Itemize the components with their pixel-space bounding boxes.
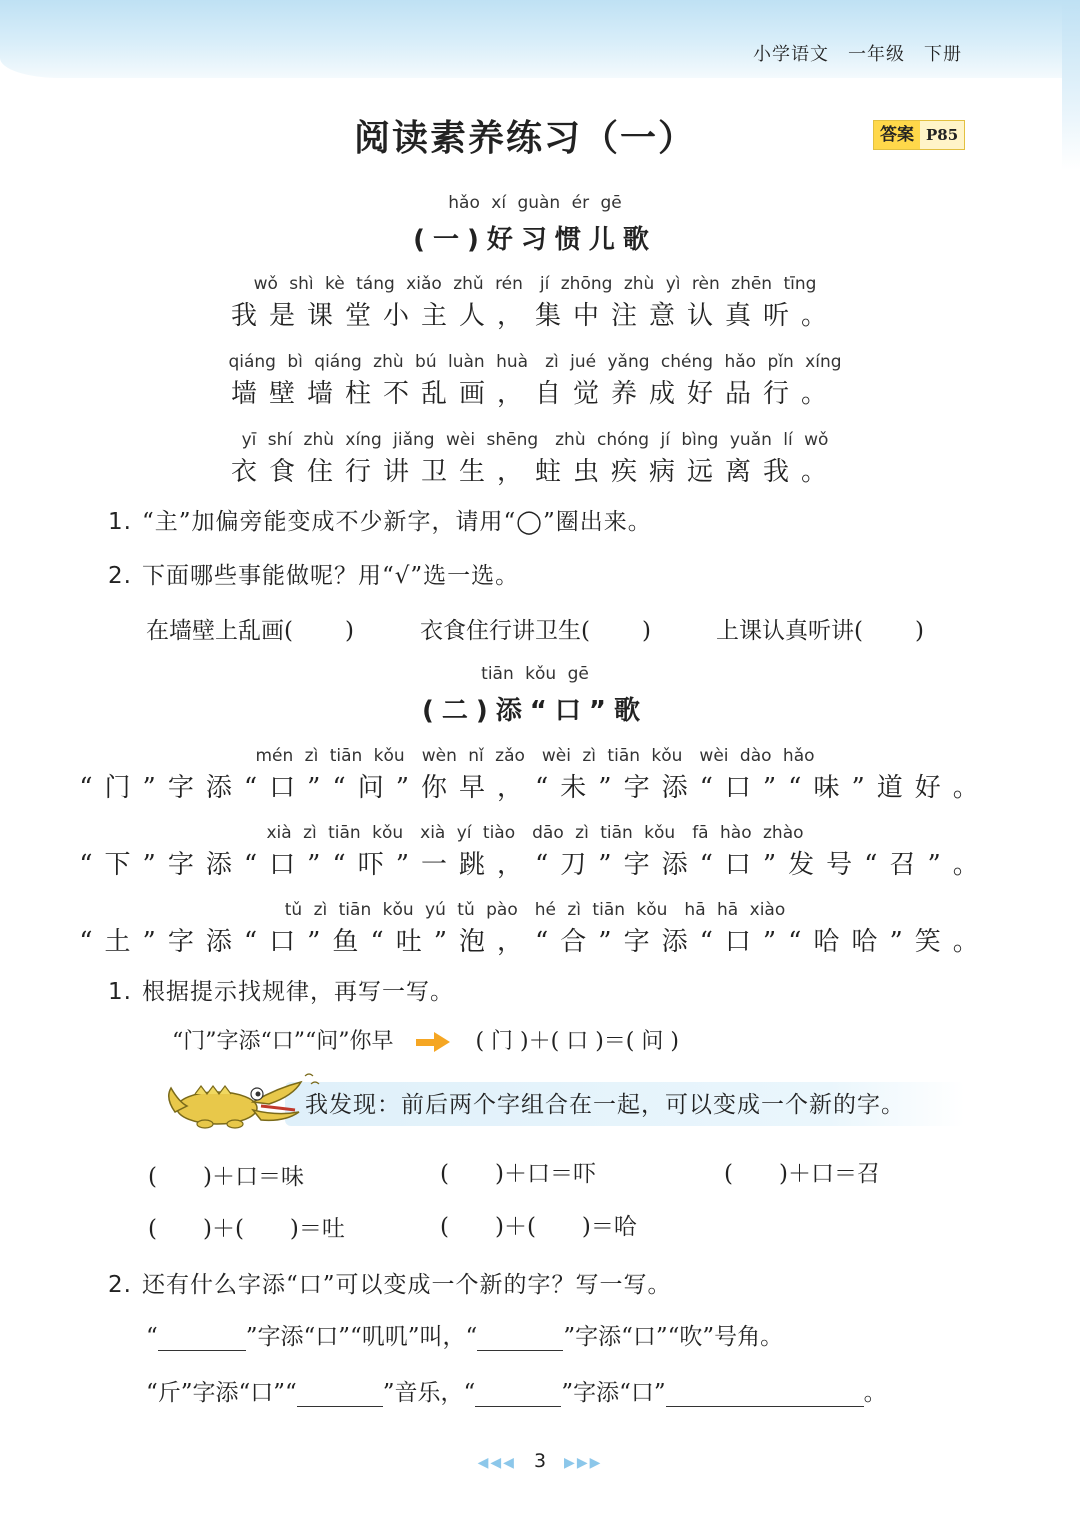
text-part: ”字添“口” xyxy=(561,1380,666,1406)
question-3 xyxy=(108,973,454,1006)
discovery-text: 我发现：前后两个字组合在一起，可以变成一个新的字。 xyxy=(305,1092,905,1118)
poem-line xyxy=(0,895,1070,958)
header-band xyxy=(0,0,1080,78)
question-number: 1. xyxy=(108,509,132,535)
side-band xyxy=(1062,0,1080,170)
question-text: 根据提示找规律，再写一写。 xyxy=(141,979,454,1005)
question-4 xyxy=(108,1266,671,1299)
answer-label: 答案 xyxy=(874,121,920,149)
line-pinyin: yī shí zhù xíng jiǎng wèi shēng zhù chóng jí bìng yuǎn lí wǒ xyxy=(241,430,829,450)
line-pinyin: wǒ shì kè táng xiǎo zhǔ rén jí zhōng zhù yì rèn zhēn tīng xyxy=(253,274,817,294)
question-text: 还有什么字添“口”可以变成一个新的字？写一写。 xyxy=(141,1272,672,1298)
option-text: 衣食住行讲卫生( xyxy=(420,618,590,644)
fill-blank[interactable]: ( )＋口＝召 xyxy=(724,1161,880,1187)
section1-title xyxy=(0,193,1070,256)
line-text: 衣食住行讲卫生，蛀虫疾病远离我。 xyxy=(230,457,839,487)
answer-tag[interactable] xyxy=(873,120,965,150)
poem-line xyxy=(0,818,1070,881)
discovery-banner xyxy=(165,1068,965,1130)
write-line-b xyxy=(146,1374,887,1407)
answer-page: P85 xyxy=(920,121,964,149)
rule-prefix: “门”字添“口”“问”你早 xyxy=(172,1029,394,1054)
paren-close: ) xyxy=(641,618,651,644)
title-text: (二)添“口”歌 xyxy=(422,696,648,726)
option-text: 在墙壁上乱画( xyxy=(146,618,293,644)
line-text: “土”字添“口”鱼“吐”泡，“合”字添“口”“哈哈”笑。 xyxy=(79,927,991,957)
page-title: 阅读素养练习（一） xyxy=(353,118,696,159)
poem-line xyxy=(0,269,1070,332)
paren-close: ) xyxy=(914,618,924,644)
section2-title xyxy=(0,664,1070,727)
question-text: 下面哪些事能做呢？用“√”选一选。 xyxy=(141,563,520,589)
rule-formula: ( 门 )＋( 口 )＝( 问 ) xyxy=(475,1029,679,1054)
arrow-right-icon xyxy=(416,1032,452,1052)
option-text: 上课认真听讲( xyxy=(716,618,863,644)
question-1 xyxy=(108,503,652,536)
text-part: ”字添“口”“吹”号角。 xyxy=(563,1324,784,1350)
fill-blank[interactable]: ( )＋口＝吓 xyxy=(440,1161,596,1187)
line-pinyin: tǔ zì tiān kǒu yú tǔ pào hé zì tiān kǒu hā hā xiào xyxy=(284,900,786,920)
question-number: 2. xyxy=(108,563,132,589)
text-part: “ xyxy=(146,1324,158,1350)
question-number: 2. xyxy=(108,1272,132,1298)
triangle-left-icon: ◀◀◀ xyxy=(477,1455,516,1471)
answer-blank[interactable] xyxy=(666,1382,864,1407)
book-label: 小学语文 一年级 下册 xyxy=(753,44,962,65)
question-text: “主”加偏旁能变成不少新字，请用“◯”圈出来。 xyxy=(141,509,652,535)
line-text: “下”字添“口”“吓”一跳，“刀”字添“口”发号“召”。 xyxy=(79,850,991,880)
fill-blank[interactable]: ( )＋( )＝哈 xyxy=(440,1214,637,1240)
line-text: “门”字添“口”“问”你早，“未”字添“口”“味”道好。 xyxy=(79,773,991,803)
paren-close: ) xyxy=(344,618,354,644)
answer-blank[interactable] xyxy=(158,1326,246,1351)
title-pinyin: tiān kǒu gē xyxy=(481,664,589,684)
answer-blank[interactable] xyxy=(297,1382,383,1407)
page-footer xyxy=(0,1450,1080,1472)
title-pinyin: hǎo xí guàn ér gē xyxy=(448,193,622,213)
answer-blank[interactable] xyxy=(475,1382,561,1407)
option-3[interactable] xyxy=(716,612,924,645)
write-line-a xyxy=(146,1318,783,1351)
crocodile-icon xyxy=(165,1068,325,1130)
poem-line xyxy=(0,741,1070,804)
fill-blank[interactable]: ( )＋口＝味 xyxy=(148,1164,304,1190)
line-pinyin: xià zì tiān kǒu xià yí tiào dāo zì tiān kǒu fā hào zhào xyxy=(266,823,804,843)
line-pinyin: qiáng bì qiáng zhù bú luàn huà zì jué yǎng chéng hǎo pǐn xíng xyxy=(228,352,842,372)
question-2 xyxy=(108,557,519,590)
triangle-right-icon: ▶▶▶ xyxy=(564,1455,603,1471)
text-part: ”音乐，“ xyxy=(382,1380,476,1406)
rule-example xyxy=(172,1024,679,1055)
answer-blank[interactable] xyxy=(477,1326,563,1351)
line-text: 我是课堂小主人，集中注意认真听。 xyxy=(230,301,839,331)
option-2[interactable] xyxy=(420,612,651,645)
poem-line xyxy=(0,425,1070,488)
text-part: “斤”字添“口”“ xyxy=(146,1380,297,1406)
question-number: 1. xyxy=(108,979,132,1005)
text-part: ”字添“口”“叽叽”叫，“ xyxy=(245,1324,478,1350)
poem-line xyxy=(0,347,1070,410)
fill-blank[interactable]: ( )＋( )＝吐 xyxy=(148,1216,345,1242)
page-number: 3 xyxy=(533,1450,547,1472)
title-text: (一)好习惯儿歌 xyxy=(413,225,657,255)
line-pinyin: mén zì tiān kǒu wèn nǐ zǎo wèi zì tiān kǒu wèi dào hǎo xyxy=(255,746,815,766)
text-part: 。 xyxy=(863,1380,887,1406)
option-1[interactable] xyxy=(146,612,354,645)
line-text: 墙壁墙柱不乱画，自觉养成好品行。 xyxy=(230,379,839,409)
